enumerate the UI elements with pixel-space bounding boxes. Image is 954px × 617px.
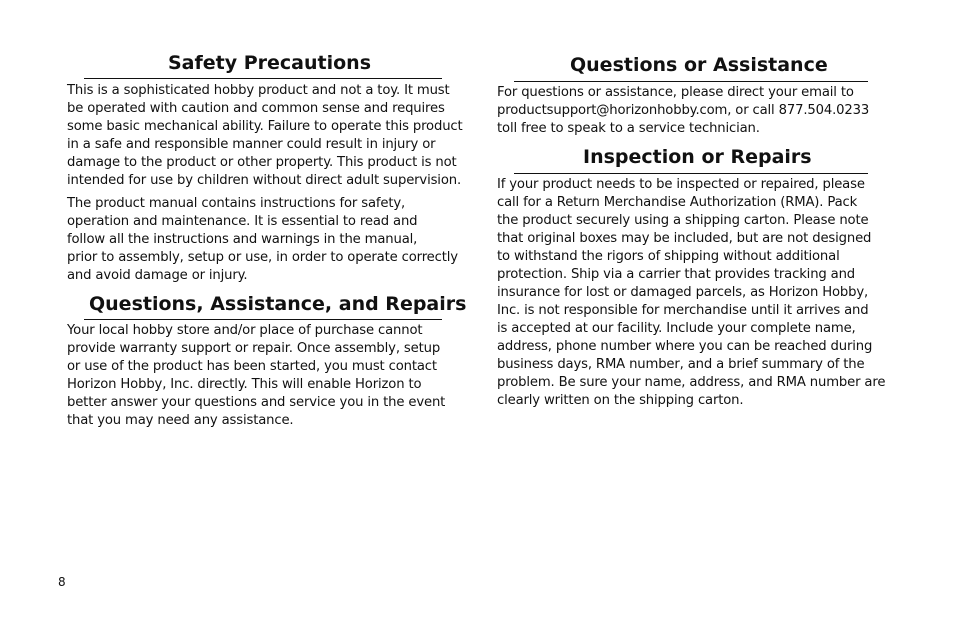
text-line: The product manual contains instructions for safety, xyxy=(67,196,406,211)
inspection-or-repairs-heading: Inspection or Repairs xyxy=(583,146,812,168)
text-line: better answer your questions and service you in the event xyxy=(67,395,446,410)
text-line: in a safe and responsible manner could result in injury or xyxy=(67,137,436,152)
safety-heading-rule xyxy=(84,78,442,79)
safety-paragraph-1 xyxy=(67,82,463,190)
inspection-heading-rule xyxy=(514,173,868,174)
text-line: the product securely using a shipping carton. Please note xyxy=(497,213,869,228)
text-line: Your local hobby store and/or place of purchase cannot xyxy=(67,323,423,338)
page-number: 8 xyxy=(58,575,66,589)
qar-heading-rule xyxy=(84,319,442,320)
text-line: For questions or assistance, please direct your email to xyxy=(497,85,854,100)
text-line: damage to the product or other property. This product is not xyxy=(67,155,457,170)
text-line: problem. Be sure your name, address, and RMA number are xyxy=(497,375,886,390)
text-line: protection. Ship via a carrier that provides tracking and xyxy=(497,267,856,282)
text-line: address, phone number where you can be reached during xyxy=(497,339,873,354)
questions-paragraph xyxy=(497,84,869,138)
text-line: If your product needs to be inspected or repaired, please xyxy=(497,177,865,192)
text-line: some basic mechanical ability. Failure to operate this product xyxy=(67,119,463,134)
text-line: and avoid damage or injury. xyxy=(67,268,248,283)
text-line: to withstand the rigors of shipping without additional xyxy=(497,249,840,264)
text-line: Horizon Hobby, Inc. directly. This will enable Horizon to xyxy=(67,377,422,392)
text-line: operation and maintenance. It is essential to read and xyxy=(67,214,418,229)
text-line: Inc. is not responsible for merchandise until it arrives and xyxy=(497,303,869,318)
text-line: intended for use by children without direct adult supervision. xyxy=(67,173,461,188)
text-line: toll free to speak to a service technician. xyxy=(497,121,760,136)
text-line: This is a sophisticated hobby product and not a toy. It must xyxy=(67,83,450,98)
text-line: clearly written on the shipping carton. xyxy=(497,393,744,408)
text-line: productsupport@horizonhobby.com, or call 877.504.0233 xyxy=(497,103,870,118)
safety-precautions-heading: Safety Precautions xyxy=(168,52,372,74)
questions-assistance-repairs-heading: Questions, Assistance, and Repairs xyxy=(89,293,467,315)
safety-paragraph-2 xyxy=(67,195,458,285)
text-line: follow all the instructions and warnings in the manual, xyxy=(67,232,418,247)
questions-or-assistance-heading: Questions or Assistance xyxy=(570,54,828,76)
text-line: that original boxes may be included, but are not designed xyxy=(497,231,872,246)
text-line: provide warranty support or repair. Once assembly, setup xyxy=(67,341,441,356)
text-line: call for a Return Merchandise Authorization (RMA). Pack xyxy=(497,195,858,210)
text-line: be operated with caution and common sense and requires xyxy=(67,101,445,116)
text-line: business days, RMA number, and a brief summary of the xyxy=(497,357,865,372)
qar-paragraph xyxy=(67,322,445,430)
text-line: insurance for lost or damaged parcels, as Horizon Hobby, xyxy=(497,285,869,300)
text-line: that you may need any assistance. xyxy=(67,413,294,428)
text-line: prior to assembly, setup or use, in order to operate correctly xyxy=(67,250,458,265)
inspection-paragraph xyxy=(497,176,885,410)
text-line: or use of the product has been started, you must contact xyxy=(67,359,437,374)
questions-heading-rule xyxy=(514,81,868,82)
text-line: is accepted at our facility. Include your complete name, xyxy=(497,321,856,336)
